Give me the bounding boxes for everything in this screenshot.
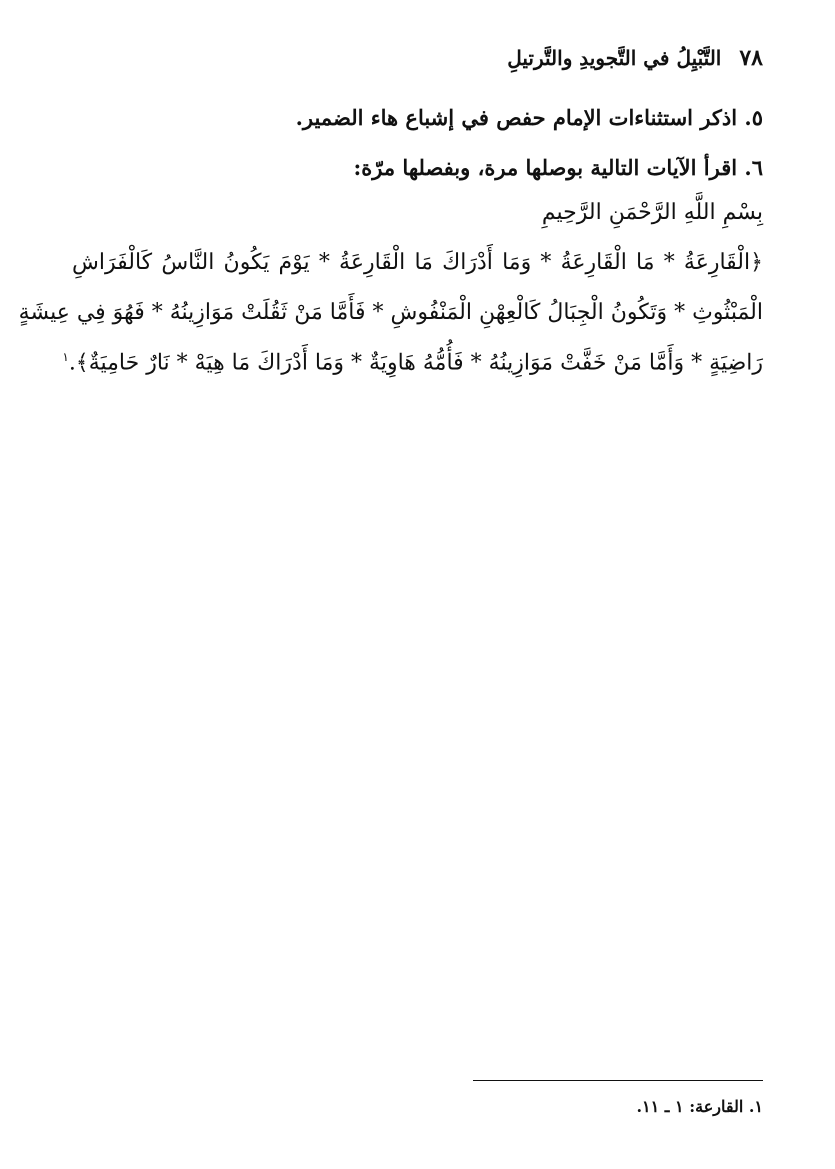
question-6: ٦. اقرأ الآيات التالية بوصلها مرة، وبفصلها مرّة: [353,155,763,180]
basmala: بِسْمِ اللَّهِ الرَّحْمَنِ الرَّحِيمِ [541,200,763,225]
page-header [72,38,763,78]
verse-line-1: ﴿الْقَارِعَةُ * مَا الْقَارِعَةُ * وَمَا أَدْرَاكَ مَا الْقَارِعَةُ * يَوْمَ يَكُونُ النَّاسُ كَالْفَرَاشِ [72,250,763,275]
verse-line-2: الْمَبْثُوثِ * وَتَكُونُ الْجِبَالُ كَالْعِهْنِ الْمَنْفُوشِ * فَأَمَّا مَنْ ثَقُلَتْ مَوَازِينُهُ * فَهُوَ فِي عِيشَةٍ [18,300,763,325]
footnote-marker: ١ [62,350,69,364]
verse-line-3-text: رَاضِيَةٍ * وَأَمَّا مَنْ خَفَّتْ مَوَازِينُهُ * فَأُمُّهُ هَاوِيَةٌ * وَمَا أَدْرَاكَ مَا هِيَهْ * نَارٌ حَامِيَةٌ﴾. [68,350,763,376]
page-number: ٧٨ [739,45,763,71]
footnote: ١. القارعة: ١ ـ ١١. [636,1097,763,1116]
question-5: ٥. اذكر استثناءات الإمام حفص في إشباع هاء الضمير. [295,105,763,130]
verse-line-3 [62,350,763,376]
footnote-divider [473,1080,763,1081]
running-title: التَّبْيِلُ في التَّجويدِ والتَّرتيلِ [507,46,722,70]
